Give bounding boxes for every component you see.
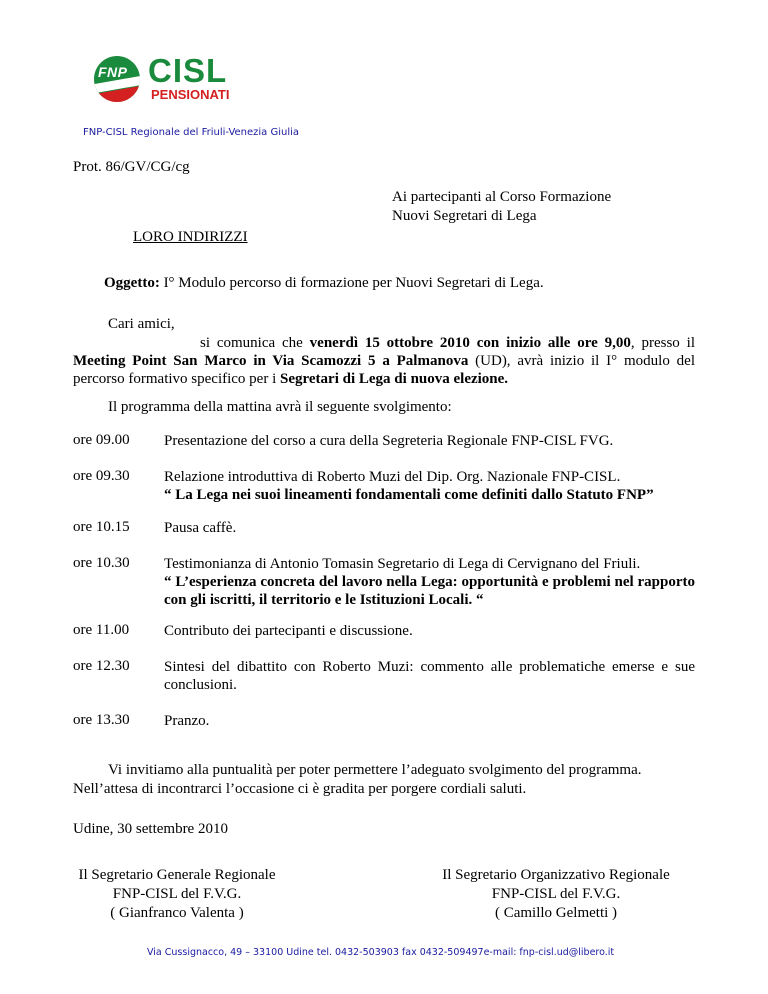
schedule-time: ore 10.15 (73, 519, 130, 535)
place-date: Udine, 30 settembre 2010 (73, 821, 228, 837)
schedule-time: ore 10.30 (73, 555, 130, 571)
greeting: Cari amici, (108, 316, 175, 332)
schedule-item: Testimonianza di Antonio Tomasin Segretario di Lega di Cervignano del Friuli. “ L’esperienza concreta del lavoro nella Lega: opportunità e problemi nel rapporto con gli iscritti, il territorio e le Istituzioni Locali. “ (164, 556, 695, 608)
subject-text: I° Modulo percorso di formazione per Nuovi Segretari di Lega. (159, 275, 544, 291)
fnp-badge-icon (94, 56, 140, 102)
event-date: venerdì 15 ottobre 2010 con inizio alle ore 9,00 (309, 335, 631, 351)
signature-left (73, 866, 281, 923)
target-audience: Segretari di Lega di nuova elezione. (280, 371, 509, 387)
schedule-time: ore 09.30 (73, 468, 130, 484)
regional-header: FNP-CISL Regionale del Friuli-Venezia Giulia (83, 127, 300, 138)
schedule-item: Pausa caffè. (164, 520, 237, 536)
schedule-time: ore 09.00 (73, 432, 130, 448)
logo-cisl-text: CISL (148, 52, 228, 89)
subject-label: Oggetto: (104, 275, 160, 291)
signature-name: ( Gianfranco Valenta ) (110, 905, 244, 921)
logo-pensionati-text: PENSIONATI (151, 87, 230, 102)
event-location: Meeting Point San Marco in Via Scamozzi 5 a Palmanova (73, 353, 469, 369)
closing-line: Vi invitiamo alla puntualità per poter permettere l’adeguato svolgimento del programma. (108, 762, 642, 778)
recipients-block (392, 188, 611, 226)
protocol-number: Prot. 86/GV/CG/cg (73, 159, 190, 175)
signature-org: FNP-CISL del F.V.G. (112, 886, 242, 902)
schedule-title: “ L’esperienza concreta del lavoro nella Lega: opportunità e problemi nel rapporto con gli iscritti, il territorio e le Istituzioni Locali. “ (164, 574, 695, 608)
schedule-time: ore 11.00 (73, 622, 130, 638)
signature-name: ( Camillo Gelmetti ) (494, 905, 618, 921)
logo-fnp-text: FNP (98, 64, 128, 80)
program-intro: Il programma della mattina avrà il seguente svolgimento: (108, 399, 452, 415)
schedule-title: “ La Lega nei suoi lineamenti fondamentali come definiti dallo Statuto FNP” (164, 487, 654, 503)
fnp-cisl-logo (94, 52, 244, 112)
schedule-time: ore 13.30 (73, 712, 130, 728)
schedule-item: Contributo dei partecipanti e discussione. (164, 623, 413, 639)
signature-org: FNP-CISL del F.V.G. (491, 886, 621, 902)
signature-right (436, 866, 676, 923)
signature-role: Il Segretario Generale Regionale (78, 867, 276, 883)
schedule-item: Relazione introduttiva di Roberto Muzi del Dip. Org. Nazionale FNP-CISL. “ La Lega nei suoi lineamenti fondamentali come definiti dallo Statuto FNP” (164, 468, 695, 504)
loro-indirizzi: LORO INDIRIZZI (133, 229, 248, 245)
schedule-item: Pranzo. (164, 713, 210, 729)
closing-line: Nell’attesa di incontrarci l’occasione ci è gradita per porgere cordiali saluti. (73, 781, 527, 797)
schedule-time: ore 12.30 (73, 658, 130, 674)
schedule-item: Presentazione del corso a cura della Segreteria Regionale FNP-CISL FVG. (164, 433, 614, 449)
signature-role: Il Segretario Organizzativo Regionale (442, 867, 670, 883)
recipient-line: Ai partecipanti al Corso Formazione (392, 189, 612, 205)
recipient-line: Nuovi Segretari di Lega (392, 208, 537, 224)
subject-line (104, 275, 544, 292)
footer-address: Via Cussignacco, 49 – 33100 Udine tel. 0432-503903 fax 0432-509497e-mail: fnp-cisl.ud@libero.it (147, 947, 615, 958)
schedule-item: Sintesi del dibattito con Roberto Muzi: commento alle problematiche emerse e sue conclusioni. (164, 659, 695, 693)
intro-paragraph: si comunica che venerdì 15 ottobre 2010 con inizio alle ore 9,00, presso il Meeting Point San Marco in Via Scamozzi 5 a Palmanova (UD), avrà inizio il I° modulo del percorso formativo specifico per i Segretari di Lega di nuova elezione. (73, 335, 695, 387)
